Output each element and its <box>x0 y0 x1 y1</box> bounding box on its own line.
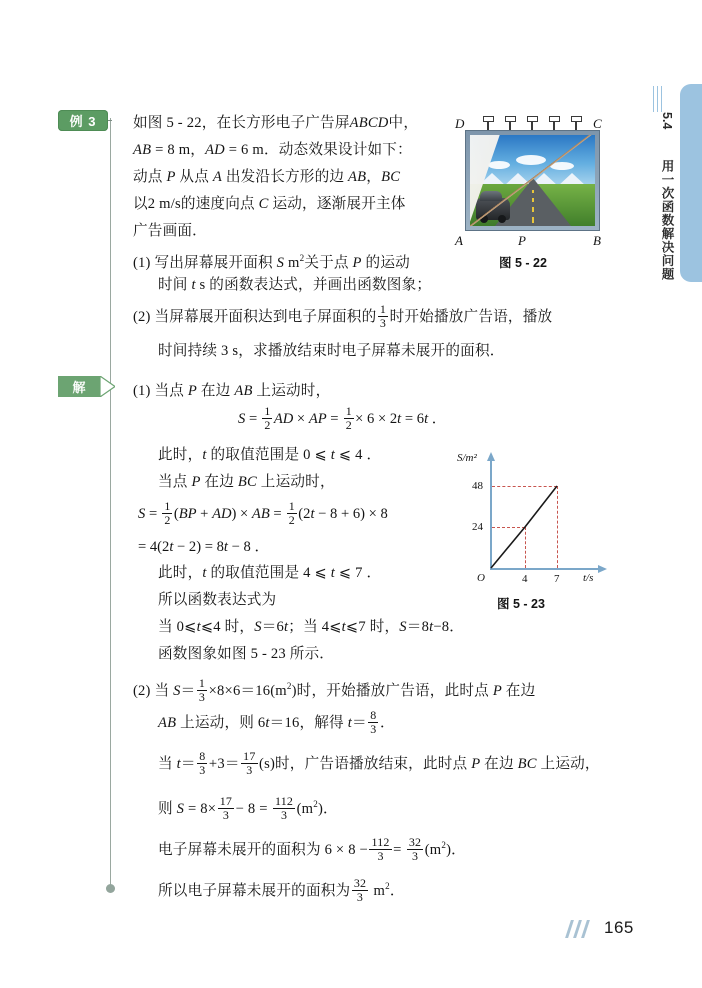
left-rail-end-dot <box>106 884 115 893</box>
fraction-one-half-b: $\frac{1}{2}$ <box>345 404 352 432</box>
billboard-lamp-icon <box>527 116 538 124</box>
solution-part2-line5: 电子屏幕未展开的面积为 6 × 8 − $\frac{112}{3}$ = $\frac{32}{3}$ $(m^2)$． <box>158 834 466 863</box>
x-axis-label: t/s <box>583 572 594 584</box>
solution-part2-line6: 所以电子屏幕未展开的面积为 $\frac{32}{3}$ $m^2$． <box>158 875 405 904</box>
left-rail-line <box>110 118 111 888</box>
fraction-seventeen-thirds-b: $\frac{17}{3}$ <box>219 793 233 822</box>
solution-line-5: 所以函数表达式为 <box>158 592 277 608</box>
billboard-lamp-icon <box>505 116 516 124</box>
billboard-lamp-icon <box>483 116 494 124</box>
fraction-32-thirds: $\frac{32}{3}$ <box>408 834 422 863</box>
side-rule-lines <box>653 86 665 112</box>
billboard-frame <box>465 130 600 231</box>
figure-5-23-chart <box>455 452 615 612</box>
fraction-one-half-a: $\frac{1}{2}$ <box>264 404 271 432</box>
vertex-label-B: B <box>593 233 601 248</box>
solution-badge-arrow-icon <box>100 376 115 397</box>
example-badge: 例 3 <box>58 110 108 131</box>
origin-label: O <box>477 572 485 584</box>
problem-line-1: 如图 5 - 22，在长方形电子广告屏ABCD中， <box>133 115 419 131</box>
fraction-one-third: $\frac{1}{3}$ <box>379 302 387 330</box>
vertex-label-C: C <box>593 116 602 131</box>
figure-5-22 <box>455 105 605 275</box>
vertex-label-D: D <box>455 116 465 131</box>
solution-line-4: 此时，t 的取值范围是 4 ⩽ t ⩽ 7 ． <box>158 565 382 581</box>
fraction-112-thirds: $\frac{112}{3}$ <box>275 793 294 822</box>
section-number: 5.4 <box>660 112 674 130</box>
vertex-label-A: A <box>455 233 463 248</box>
problem-part1-line2: 时间 t s 的函数表达式，并画出函数图象； <box>158 277 432 293</box>
problem-part2-line2: 时间持续 3 s，求播放结束时电子屏幕未展开的面积． <box>158 343 505 359</box>
fraction-one-half-d: $\frac{1}{2}$ <box>288 499 295 527</box>
billboard-screen <box>470 135 595 226</box>
fraction-eight-thirds: $\frac{8}{3}$ <box>370 708 377 736</box>
fraction-32-thirds-b: $\frac{32}{3}$ <box>353 875 367 904</box>
fraction-112-thirds-b: $\frac{112}{3}$ <box>371 834 390 863</box>
fraction-seventeen-thirds: $\frac{17}{3}$ <box>243 749 256 777</box>
problem-line-2: AB = 8 m，AD = 6 m．动态效果设计如下： <box>133 142 412 158</box>
solution-equation-3: = 4(2t − 2) = 8t − 8 ． <box>138 539 270 555</box>
billboard-lamp-icon <box>549 116 560 124</box>
fraction-one-half-c: $\frac{1}{2}$ <box>164 499 171 527</box>
footer-decoration <box>568 920 598 938</box>
unfurl-diagonal-edge <box>470 135 593 226</box>
billboard-lamp-icon <box>571 116 582 124</box>
x-tick-4: 4 <box>522 573 528 585</box>
vertex-label-P: P <box>518 233 526 248</box>
problem-part2-line1: (2) 当屏幕展开面积达到电子屏面积的 $\frac{1}{3}$ 时开始播放广告语，播放 <box>133 302 553 330</box>
section-tab-label <box>654 112 678 332</box>
solution-part2-line3: 当 t＝ $\frac{8}{3}$ +3＝ $\frac{17}{3}$ (s)时，广告语播放结束，此时点 P 在边 BC 上运动， <box>158 749 600 777</box>
y-tick-48: 48 <box>472 480 483 492</box>
solution-line-7: 函数图象如图 5 - 23 所示． <box>158 646 335 662</box>
problem-line-4: 以2 m/s的速度向点 C 运动，逐渐展开主体 <box>133 196 406 212</box>
y-tick-24: 24 <box>472 521 483 533</box>
page-number: 165 <box>604 918 634 937</box>
solution-line-1: (1) 当点 P 在边 AB 上运动时， <box>133 383 331 399</box>
x-tick-7: 7 <box>554 573 560 585</box>
y-axis-label: S/m² <box>457 452 477 464</box>
solution-part2-line2: AB 上运动，则 6t＝16，解得 t＝ $\frac{8}{3}$ ． <box>158 708 395 736</box>
problem-line-3: 动点 P 从点 A 出发沿长方形的边 AB，BC <box>133 169 401 185</box>
solution-line-6: 当 0⩽t⩽4 时，S＝6t；当 4⩽t⩽7 时，S＝8t−8． <box>158 619 465 635</box>
solution-equation-1: S = $\frac{1}{2}$ AD × AP = $\frac{1}{2}$ × 6 × 2t = 6t ． <box>238 404 447 432</box>
solution-part2-line1: (2) 当 S＝ $\frac{1}{3}$ $\times 8\times 6=16(m^2)$时，开始播放广告语，此时点 P 在边 <box>133 675 536 704</box>
section-title: 用一次函数解决问题 <box>660 159 674 281</box>
solution-line-3: 当点 P 在边 BC 上运动时， <box>158 474 335 490</box>
solution-line-2: 此时，t 的取值范围是 0 ⩽ t ⩽ 4 ． <box>158 447 382 463</box>
figure-5-22-caption: 图 5 - 22 <box>499 256 547 270</box>
fraction-one-third-b: $\frac{1}{3}$ <box>198 675 206 704</box>
fraction-eight-thirds-b: $\frac{8}{3}$ <box>199 749 206 777</box>
problem-line-5: 广告画面． <box>133 223 207 239</box>
section-tab <box>680 84 702 282</box>
solution-badge: 解 <box>58 376 100 397</box>
problem-part1-line1: (1) 写出屏幕展开面积 S $m^2$关于点 P 的运动 <box>133 253 410 271</box>
solution-part2-line4: 则 S = 8× $\frac{17}{3}$ − 8 = $\frac{112}{3}$ $(m^2)$． <box>158 793 338 822</box>
solution-equation-2: S = $\frac{1}{2}$ (BP + AD) × AB = $\frac{1}{2}$ (2t − 8 + 6) × 8 <box>138 499 388 527</box>
figure-5-23-caption: 图 5 - 23 <box>497 597 545 611</box>
